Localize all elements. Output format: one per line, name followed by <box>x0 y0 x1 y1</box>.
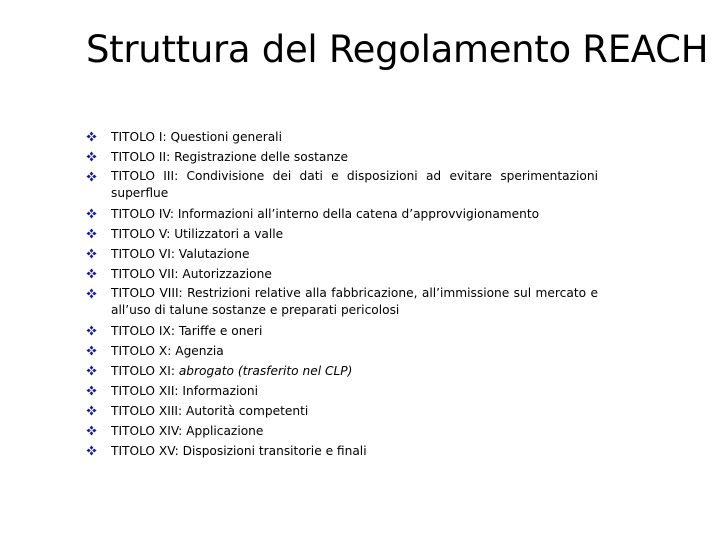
list-item-text: TITOLO VII: Autorizzazione <box>111 267 272 281</box>
list-item <box>86 441 598 461</box>
list-item-text: TITOLO XV: Disposizioni transitorie e finali <box>111 444 367 458</box>
slide-title: Struttura del Regolamento REACH <box>86 28 709 71</box>
diamond-bullet-icon <box>86 345 97 356</box>
list-item-text: TITOLO V: Utilizzatori a valle <box>111 227 284 241</box>
list-item <box>86 361 598 381</box>
list-item-text: TITOLO X: Agenzia <box>111 344 224 358</box>
list-item <box>86 264 598 284</box>
diamond-bullet-icon <box>86 405 97 416</box>
list-item-text: TITOLO VI: Valutazione <box>111 247 250 261</box>
list-item <box>86 224 598 244</box>
list-item-text: TITOLO XIII: Autorità competenti <box>111 404 309 418</box>
list-item <box>86 321 598 341</box>
list-item <box>86 381 598 401</box>
diamond-bullet-icon <box>86 325 97 336</box>
diamond-bullet-icon <box>86 208 97 219</box>
diamond-bullet-icon <box>86 248 97 259</box>
list-item-text: TITOLO IX: Tariffe e oneri <box>111 324 263 338</box>
list-item-text: TITOLO VIII: Restrizioni relative alla fabbricazione, all’immissione sul mercato e all’uso di talune sostanze e preparati pericolosi <box>111 286 598 317</box>
list-item <box>86 127 598 147</box>
list-item <box>86 341 598 361</box>
diamond-bullet-icon <box>86 228 97 239</box>
list-item-text: TITOLO IV: Informazioni all’interno della catena d’approvvigionamento <box>111 207 540 221</box>
diamond-bullet-icon <box>86 131 97 142</box>
list-item <box>86 285 598 319</box>
list-item <box>86 421 598 441</box>
diamond-bullet-icon <box>86 425 97 436</box>
diamond-bullet-icon <box>86 268 97 279</box>
list-item <box>86 147 598 167</box>
diamond-bullet-icon <box>86 365 97 376</box>
diamond-bullet-icon <box>86 385 97 396</box>
titles-list <box>86 127 598 461</box>
list-item-text: TITOLO I: Questioni generali <box>111 130 282 144</box>
list-item <box>86 244 598 264</box>
list-item-prefix: TITOLO XI: <box>111 364 179 378</box>
diamond-bullet-icon <box>86 288 97 299</box>
diamond-bullet-icon <box>86 151 97 162</box>
list-item-italic-note: abrogato (trasferito nel CLP) <box>178 364 353 378</box>
list-item-text: TITOLO XII: Informazioni <box>111 384 258 398</box>
list-item <box>86 204 598 224</box>
diamond-bullet-icon <box>86 445 97 456</box>
list-item-text: TITOLO XIV: Applicazione <box>111 424 264 438</box>
list-item <box>86 168 598 202</box>
diamond-bullet-icon <box>86 171 97 182</box>
list-item <box>86 401 598 421</box>
list-item-text: TITOLO III: Condivisione dei dati e disposizioni ad evitare sperimentazioni superflue <box>111 169 598 200</box>
list-item-text: TITOLO II: Registrazione delle sostanze <box>111 150 348 164</box>
